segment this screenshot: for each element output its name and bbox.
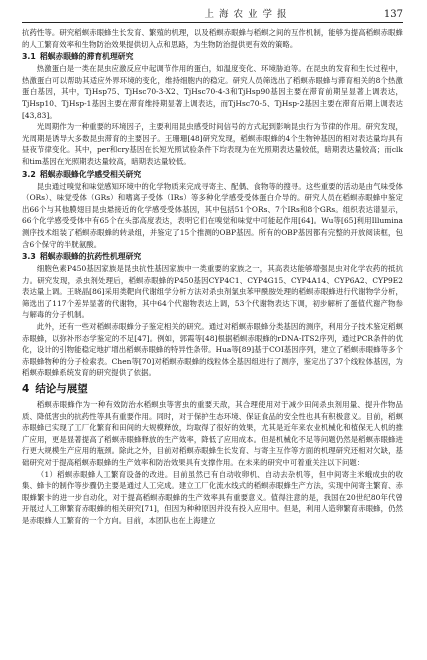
journal-title: 上海农业学报 (204, 9, 292, 20)
section-number: 3.3 (22, 252, 36, 262)
page-number: 137 (383, 9, 403, 20)
section-3-1-paragraph-2: 光周期作为一种重要的环境因子，主要利用昆虫感受时间信号的方式起到影响昆虫行为节律的作用。研究发现，光周期是诱导大多数昆虫滞育的主要因子。王珊珊[48]研究发现，稻螟赤眼蜂的4个生物钟基因的相对表达量均具有昼夜节律变化。其中，per和cry基因在长短光照试验条件下均表现为在光照期表达量较低，暗期表达量较高；而clk和tim基因在光照期表达量较高，暗期表达量较低。 (22, 122, 403, 166)
section-3-3-paragraph-2: 此外，还有一些对稻螟赤眼蜂分子鉴定相关的研究。通过对稻螟赤眼蜂分类基因的测序，利用分子技术鉴定稻螟赤眼蜂，以弥补形态学鉴定的不足[47]。例如，郭霞等[48]根据稻螟赤眼蜂的rDNA-ITS2序列，通过PCR条件的优化，设计的引物能稳定地扩增出稻螟赤眼蜂的特异性条带。Hua等[89]基于COI基因序列，建立了稻螟赤眼蜂等多个赤眼蜂物种的分子检索表。Chen等[70]对稻螟赤眼蜂的线粒体全基因组进行了测序，鉴定出了37个线粒体基因，为稻螟赤眼蜂系统发育的研究提供了依据。 (22, 322, 403, 378)
section-title: 稻螟赤眼蜂的抗药性机理研究 (39, 252, 142, 262)
section-title: 稻螟赤眼蜂的滞育机理研究 (39, 52, 134, 62)
section-number: 3.1 (22, 52, 36, 62)
body-text (22, 27, 403, 527)
section-3-2-heading (22, 169, 403, 181)
chapter-4-paragraph-2: （1）稻螟赤眼蜂人工繁育设备的改进。目前虽然已有自动收卵机、自动去杂机等，但中间寄主米蛾成虫的收集、蜂卡的制作等步骤仍主要是通过人工完成。建立工厂化流水线式的稻螟赤眼蜂生产方法，实现中间寄主繁育、赤眼蜂繁卡的进一步自动化，对于提高稻螟赤眼蜂的生产效率具有重要意义。值得注意的是，我国在20世纪80年代曾开展过人工卵繁育赤眼蜂的相关研究[71]，但因为种种原因并没有投入应用中。但是，利用人造卵繁育赤眼蜂，仍然是赤眼蜂人工繁育的一个方向。目前，本团队也在上海建立 (22, 469, 403, 525)
section-3-2-paragraph-1: 昆虫通过嗅觉和味觉感知环境中的化学物质来完成寻寄主、配偶、食物等的搜寻。这些重要的活动是由气味受体（ORs）、味觉受体（GRs）和嗜离子受体（IRs）等多种化学感受受体蛋白介导的。研究人员在稻螟赤眼蜂中鉴定出66个与其他膜翅目昆虫悬接近的化学感受受体基因，其中包括51个ORs、7个IRs和8个GRs。组织表达谱显示，66个化学感受受体中有65个在头部高度表达，表明它们在嗅觉和味觉中可能起作用[64]。Wu等[65]利用Illumina测序技术组装了稻螟赤眼蜂的转录组，并鉴定了15个推测的OBP基因。所有的OBP基因都有完整的开放阅读框，包含6个保守的半胱氨酸。 (22, 181, 403, 249)
chapter-4-heading (22, 382, 403, 397)
chapter-title: 结论与展望 (35, 383, 88, 396)
section-3-3-paragraph-1: 细胞色素P450基因家族是昆虫抗性基因家族中一类重要的家族之一，其高表达能够增强昆虫对化学农药的抵抗力。研究发现，杀虫剂处理后，稻螟赤眼蜂的P450基因CYP4C1、CYP4G15、CYP4A14、CYP6A2、CYP9E2表达量上调。王晓晶[86]采用类靶向代谢组学分析方法对杀虫剂氯虫苯甲酰胺处理的稻螟赤眼蜂进行代谢物学分析，筛选出了117个差异显著的代谢物，其中64个代谢物表达上调，53个代谢物表达下调，初步解析了蛋值代谢产物参与解毒的分子机制。 (22, 264, 403, 320)
running-head (22, 6, 403, 23)
section-3-1-paragraph-1: 热激蛋白是一类在昆虫应激反应中起调节作用的蛋白，如温度变化、环境胁迫等。在昆虫的发育和生长过程中，热激蛋白可以帮助其适应外界环境的变化，维持细胞内的稳定。研究人员筛选出了稻螟赤眼蜂与滞育相关的8个热激蛋白基因，其中，TjHsp75、TjHsc70-3-X2、TjHsc70-4-3和TjHsp90基因主要在滞育前期呈显著上调表达，TjHsp10、TjHsp-1基因主要在滞育维持期显著上调表达，而TjHsc70-5、TjHsp-2基因主要在滞育后期上调表达[43,83]。 (22, 64, 403, 120)
chapter-4-paragraph-1: 稻螟赤眼蜂作为一种有效防治水稻螟虫等害虫的重要天敌，其合理使用对于减少田间杀虫剂用量、提升作物品质、降低害虫的抗药性等具有重要作用。同时，对于保护生态环境、保证食品的安全性也具有积极意义。目前，稻螟赤眼蜂已实现了工厂化繁育和田间的大规模释放，均取得了很好的效果，尤其是近年来农业机械化和植保无人机的推广应用，更是显著提高了稻螟赤眼蜂释放的生产效率，降低了应用成本。但是机械化不足等问题仍然是稻螟赤眼蜂进行更大规模生产应用的瓶颈。除此之外，目前对稻螟赤眼蜂生长发育、与寄主互作等方面的机理研究还相对欠缺，基础研究对于提高稻螟赤眼蜂的生产效率和防治效果具有支撑作用。在未来的研究中可着重关注以下问题： (22, 400, 403, 467)
chapter-number: 4 (22, 383, 30, 396)
section-number: 3.2 (22, 169, 36, 179)
section-3-3-heading (22, 251, 403, 263)
intro-paragraph: 抗药性等。研究稻螟赤眼蜂生长发育、繁殖的机理，以及稻螟赤眼蜂与稻螟之间的互作机制，能够为提高稻螟赤眼蜂的人工繁育效率和生物防治效果提供切入点和思路，为生物防治提供更有效的策略。 (22, 28, 403, 49)
section-title: 稻螟赤眼蜂化学感受相关研究 (39, 169, 142, 179)
section-3-1-heading (22, 51, 403, 63)
